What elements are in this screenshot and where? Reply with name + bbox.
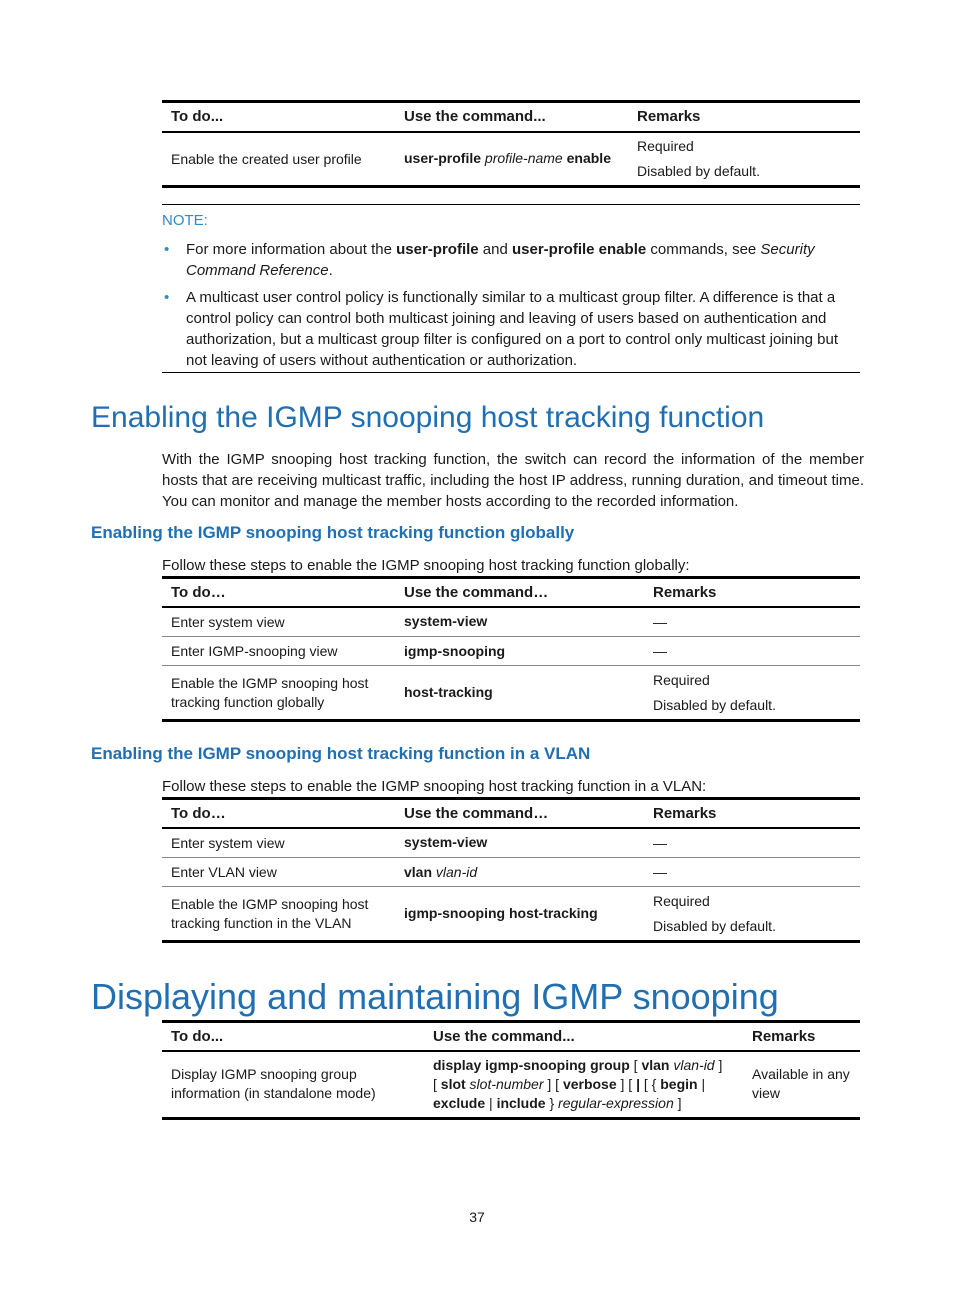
table-cell-todo: Enter system view bbox=[162, 828, 395, 858]
bullet-icon: • bbox=[164, 289, 170, 306]
vlan-steps-table bbox=[162, 797, 860, 943]
col-header-remarks: Remarks bbox=[644, 799, 860, 828]
col-header-todo: To do… bbox=[162, 799, 395, 828]
page-number: 37 bbox=[469, 1209, 485, 1225]
table-cell-todo: Enable the created user profile bbox=[171, 150, 362, 167]
col-header-command: Use the command… bbox=[395, 799, 644, 828]
col-header-remarks: Remarks bbox=[644, 578, 860, 607]
table-cell-remarks: Available in any view bbox=[752, 1066, 850, 1102]
table-cell-todo: Enter system view bbox=[162, 607, 395, 637]
table-cell-todo: Enable the IGMP snooping host tracking function globally bbox=[171, 674, 369, 710]
table-cell-command: display igmp-snooping group [ vlan vlan-id ] [ slot slot-number ] [ verbose ] [ | [ { begin | exclude | include } regular-expression ] bbox=[433, 1056, 723, 1111]
table-cell-remarks bbox=[628, 132, 860, 187]
col-header-todo: To do... bbox=[162, 1022, 424, 1051]
table-cell-command: system-view bbox=[395, 828, 644, 858]
col-header-command: Use the command... bbox=[395, 102, 628, 132]
table-cell-remarks: — bbox=[644, 858, 860, 887]
table-cell-todo: Display IGMP snooping group information (in standalone mode) bbox=[171, 1066, 376, 1102]
bullet-icon: • bbox=[164, 241, 170, 258]
subsection-heading-vlan: Enabling the IGMP snooping host tracking function in a VLAN bbox=[91, 744, 591, 763]
subsection-intro-vlan: Follow these steps to enable the IGMP snooping host tracking function in a VLAN: bbox=[162, 778, 707, 795]
remark-line: Required bbox=[637, 137, 694, 154]
col-header-remarks: Remarks bbox=[628, 102, 860, 132]
subsection-intro-global: Follow these steps to enable the IGMP snooping host tracking function globally: bbox=[162, 557, 690, 574]
reference-link: Security Command Reference bbox=[186, 241, 815, 279]
table-cell-remarks: Required Disabled by default. bbox=[653, 671, 776, 713]
table-cell-remarks: — bbox=[644, 828, 860, 858]
subsection-heading-global: Enabling the IGMP snooping host tracking function globally bbox=[91, 523, 575, 542]
table-cell-todo: Enable the IGMP snooping host tracking function in the VLAN bbox=[171, 895, 369, 931]
col-header-todo: To do… bbox=[162, 578, 395, 607]
section-heading: Enabling the IGMP snooping host tracking function bbox=[91, 401, 765, 434]
col-header-remarks: Remarks bbox=[743, 1022, 860, 1051]
table-cell-command: igmp-snooping bbox=[395, 637, 644, 666]
col-header-command: Use the command... bbox=[424, 1022, 743, 1051]
table-cell-todo: Enter IGMP-snooping view bbox=[162, 637, 395, 666]
note-top-rule bbox=[162, 204, 860, 205]
table-cell-command: host-tracking bbox=[404, 684, 493, 700]
note-item: • For more information about the user-profile and user-profile enable commands, see Security Command Reference. bbox=[164, 241, 815, 279]
section-intro: With the IGMP snooping host tracking function, the switch can record the information of the member hosts that are receiving multicast traffic, including the host IP address, running duration, and timeout time. You can monitor and manage the member hosts according to the recorded information. bbox=[162, 451, 864, 510]
table-cell-remarks: — bbox=[644, 637, 860, 666]
cmd-keyword: user-profile bbox=[404, 150, 482, 167]
note-label: NOTE: bbox=[162, 212, 208, 229]
table-cell-command: vlan vlan-id bbox=[395, 858, 644, 887]
cmd-argument: profile-name bbox=[484, 150, 563, 167]
col-header-command: Use the command… bbox=[395, 578, 644, 607]
col-header-todo: To do... bbox=[162, 102, 395, 132]
table-cell-todo: Enter VLAN view bbox=[162, 858, 395, 887]
table-cell-command bbox=[395, 132, 628, 187]
chapter-heading: Displaying and maintaining IGMP snooping bbox=[91, 976, 779, 1017]
note-list bbox=[162, 239, 862, 377]
table-cell-command: system-view bbox=[395, 607, 644, 637]
user-profile-table bbox=[162, 100, 860, 188]
note-bottom-rule bbox=[162, 372, 860, 373]
table-cell-command: igmp-snooping host-tracking bbox=[404, 905, 598, 921]
global-steps-table bbox=[162, 576, 860, 722]
table-cell-remarks: Required Disabled by default. bbox=[653, 892, 776, 934]
remark-line: Disabled by default. bbox=[637, 162, 760, 179]
cmd-keyword: enable bbox=[566, 150, 611, 167]
note-item: • A multicast user control policy is functionally similar to a multicast group filter. A difference is that a control policy can control both multicast joining and leaving of users based on authentication and authorization, but a multicast group filter is configured on a port to control only multicast joining but not leaving of users without authentication or authorization. bbox=[164, 289, 839, 369]
display-commands-table bbox=[162, 1020, 860, 1120]
table-cell-remarks: — bbox=[644, 607, 860, 637]
